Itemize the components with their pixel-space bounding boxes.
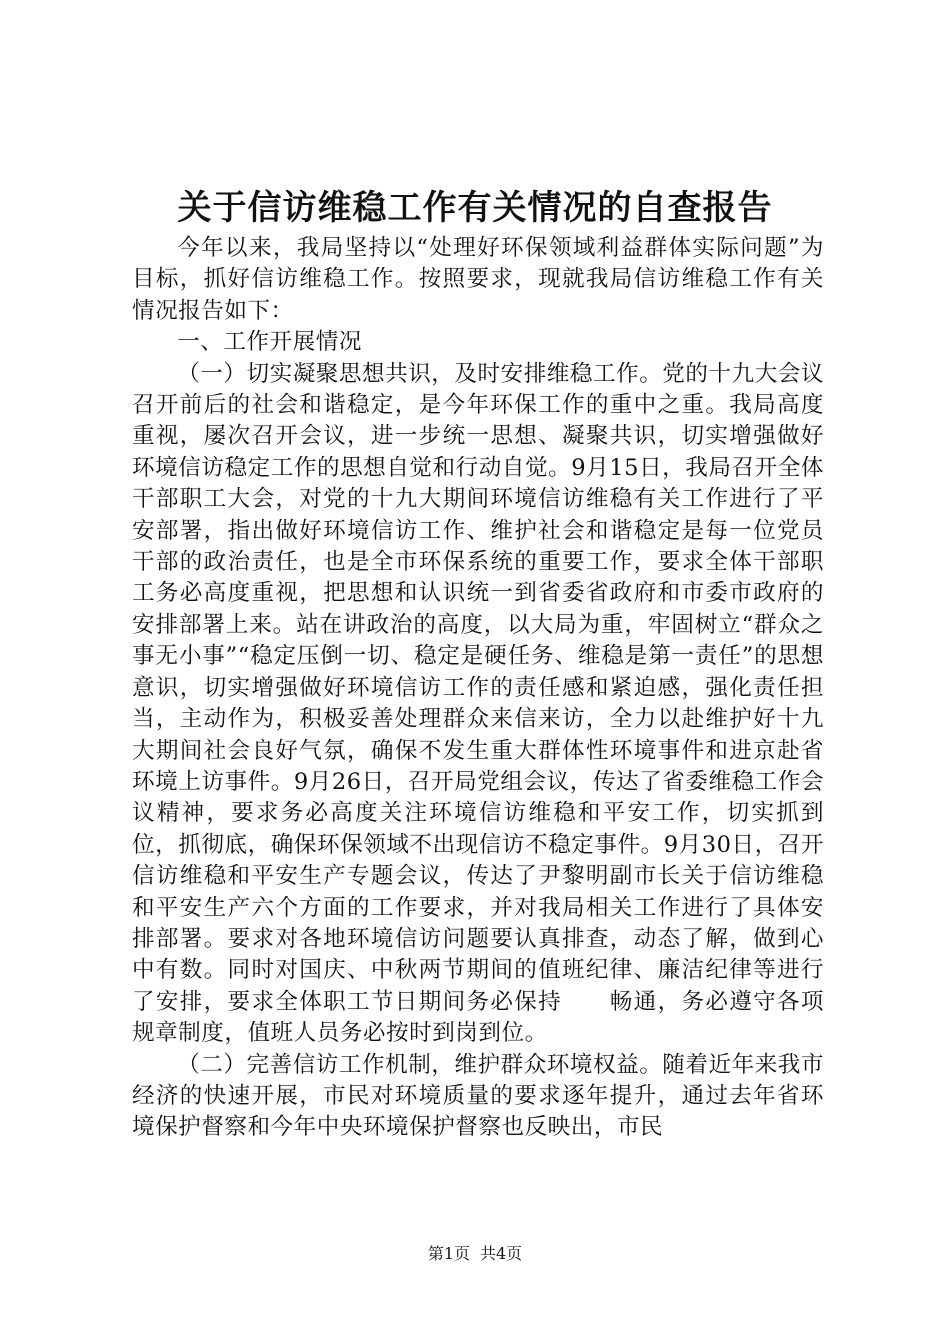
paragraph-section-2: （二）完善信访工作机制，维护群众环境权益。随着近年来我市经济的快速开展，市民对环境质量的要求逐年提升，通过去年省环境保护督察和今年中央环境保护督察也反映出，市民: [132, 1051, 824, 1141]
document-body: [132, 233, 824, 1144]
paragraph-section-1: （一）切实凝聚思想共识，及时安排维稳工作。党的十九大会议召开前后的社会和谐稳定，是今年环保工作的重中之重。我局高度重视，屡次召开会议，进一步统一思想、凝聚共识，切实增强做好环境信访稳定工作的思想自觉和行动自觉。9月15日，我局召开全体干部职工大会，对党的十九大期间环境信访维稳有关工作进行了平安部署，指出做好环境信访工作、维护社会和谐稳定是每一位党员干部的政治责任，也是全市环保系统的重要工作，要求全体干部职工务必高度重视，把思想和认识统一到省委省政府和市委市政府的安排部署上来。站在讲政治的高度，以大局为重，牢固树立“群众之事无小事”“稳定压倒一切、稳定是硬任务、维稳是第一责任”的思想意识，切实增强做好环境信访工作的责任感和紧迫感，强化责任担当，主动作为，积极妥善处理群众来信来访，全力以赴维护好十九大期间社会良好气氛，确保不发生重大群体性环境事件和进京赴省环境上访事件。9月26日，召开局党组会议，传达了省委维稳工作会议精神，要求务必高度关注环境信访维稳和平安工作，切实抓到位，抓彻底，确保环保领域不出现信访不稳定事件。9月30日，召开信访维稳和平安生产专题会议，传达了尹黎明副市长关于信访维稳和平安生产六个方面的工作要求，并对我局相关工作进行了具体安排部署。要求对各地环境信访问题要认真排查，动态了解，做到心中有数。同时对国庆、中秋两节期间的值班纪律、廉洁纪律等进行了安排，要求全体职工节日期间务必保持 畅通，务必遵守各项规章制度，值班人员务必按时到岗到位。: [132, 360, 824, 1047]
page-number: 第1页: [427, 1244, 470, 1263]
page-total: 共4页: [480, 1244, 523, 1263]
paragraph-intro: 今年以来，我局坚持以“处理好环保领域利益群体实际问题”为目标，抓好信访维稳工作。按照要求，现就我局信访维稳工作有关情况报告如下：: [132, 235, 824, 324]
page-footer: [0, 1244, 950, 1264]
document-title: 关于信访维稳工作有关情况的自查报告: [177, 188, 773, 228]
section-heading-work-status: 一、工作开展情况: [177, 329, 362, 356]
